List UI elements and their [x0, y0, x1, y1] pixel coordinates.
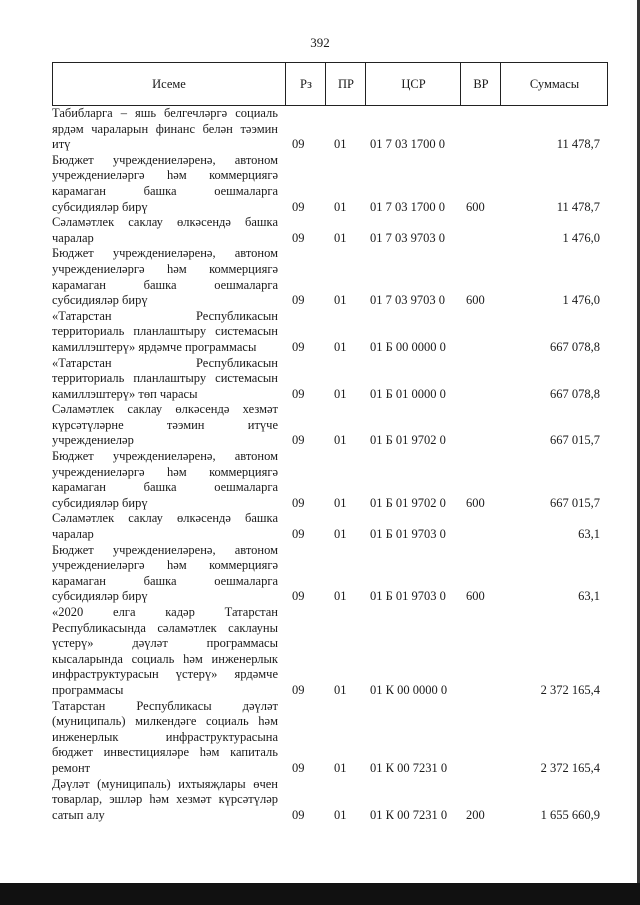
row-pr: 01	[334, 433, 347, 448]
row-name-line: инженерлык инфраструктурасына	[52, 729, 278, 744]
row-name	[52, 246, 278, 308]
row-name-line: Табибларга – яшь белгечләргә социаль	[52, 106, 278, 120]
row-name	[52, 153, 278, 215]
table-row	[52, 777, 608, 824]
row-name	[52, 699, 278, 777]
row-name	[52, 309, 278, 356]
row-name	[52, 106, 278, 153]
row-vr: 600	[466, 495, 485, 510]
row-csr: 01 Б 01 9702 0	[370, 495, 446, 510]
row-name-line: ярдәм чараларын финанс белән тәэмин	[52, 121, 278, 136]
row-sum: 1 476,0	[562, 293, 600, 308]
row-name-line: «Татарстан Республикасын	[52, 355, 278, 370]
row-pr: 01	[334, 386, 347, 401]
row-name-line: карамаган башка оешмаларга	[52, 183, 278, 198]
table-row	[52, 309, 608, 356]
row-csr: 01 Б 01 9703 0	[370, 527, 446, 542]
header-vr: ВР	[460, 63, 501, 105]
row-rz: 09	[292, 230, 305, 245]
row-name-line: Бюджет учреждениеләренә, автоном	[52, 542, 278, 557]
row-name-line: Бюджет учреждениеләренә, автоном	[52, 246, 278, 261]
row-name-line: территориаль планлаштыру системасын	[52, 324, 278, 339]
row-vr: 600	[466, 589, 485, 604]
header-pr: ПР	[325, 63, 366, 105]
row-name-line: Бюджет учреждениеләренә, автоном	[52, 449, 278, 464]
row-name-line: Бюджет учреждениеләренә, автоном	[52, 152, 278, 167]
row-name	[52, 543, 278, 605]
row-sum: 2 372 165,4	[540, 760, 600, 775]
row-sum: 1 476,0	[562, 230, 600, 245]
row-pr: 01	[334, 199, 347, 214]
row-name-line: «Татарстан Республикасын	[52, 308, 278, 323]
row-name-line: бюджет инвестицияләре һәм капиталь	[52, 745, 278, 760]
row-name-line: учреждениеләргә һәм коммерциягә	[52, 261, 278, 276]
row-rz: 09	[292, 527, 305, 542]
row-name-line: чаралар	[52, 230, 94, 245]
row-sum: 11 478,7	[556, 137, 600, 152]
row-name-line: сатып алу	[52, 807, 105, 822]
row-name-line: Республикасында сәламәтлек саклауны	[52, 620, 278, 635]
row-sum: 667 078,8	[550, 339, 600, 354]
row-name	[52, 777, 278, 824]
row-csr: 01 К 00 0000 0	[370, 682, 448, 697]
row-name-line: программасы	[52, 682, 124, 697]
row-csr: 01 7 03 9703 0	[370, 230, 445, 245]
row-name-line: (муниципаль) милкендәге социаль һәм	[52, 714, 278, 729]
row-pr: 01	[334, 230, 347, 245]
table-row	[52, 106, 608, 153]
row-csr: 01 К 00 7231 0	[370, 760, 448, 775]
row-rz: 09	[292, 339, 305, 354]
row-rz: 09	[292, 495, 305, 510]
row-csr: 01 7 03 1700 0	[370, 137, 445, 152]
row-csr: 01 К 00 7231 0	[370, 807, 448, 822]
row-name-line: күрсәтүләрне тәэмин итүче	[52, 417, 278, 432]
row-name-line: үстерү» дәүләт программасы	[52, 636, 278, 651]
header-name: Исеме	[152, 77, 186, 91]
row-csr: 01 Б 00 0000 0	[370, 339, 446, 354]
table-row	[52, 511, 608, 542]
table-row	[52, 356, 608, 403]
row-name-line: камиллэштерү» төп чарасы	[52, 386, 198, 401]
row-name-line: карамаган башка оешмаларга	[52, 480, 278, 495]
row-name-line: учреждениеләргә һәм коммерциягә	[52, 168, 278, 183]
row-sum: 1 655 660,9	[540, 807, 600, 822]
row-name	[52, 402, 278, 449]
table-row	[52, 699, 608, 777]
row-pr: 01	[334, 339, 347, 354]
table-row	[52, 215, 608, 246]
row-pr: 01	[334, 137, 347, 152]
row-vr: 600	[466, 199, 485, 214]
row-name-line: ремонт	[52, 760, 91, 775]
row-name-line: территориаль планлаштыру системасын	[52, 371, 278, 386]
table-row	[52, 153, 608, 215]
row-pr: 01	[334, 495, 347, 510]
row-name	[52, 449, 278, 511]
row-vr: 600	[466, 293, 485, 308]
header-sum: Суммасы	[500, 63, 608, 105]
table-header	[52, 62, 608, 106]
row-pr: 01	[334, 527, 347, 542]
row-name-line: товарлар, эшләр һәм хезмәт күрсәтүләр	[52, 792, 278, 807]
row-rz: 09	[292, 386, 305, 401]
scan-bottom-bar	[0, 883, 640, 905]
row-name	[52, 356, 278, 403]
row-name	[52, 605, 278, 699]
table-body	[52, 106, 608, 823]
page-number: 392	[310, 35, 330, 50]
row-rz: 09	[292, 807, 305, 822]
header-rz: Рз	[285, 63, 326, 105]
row-csr: 01 7 03 1700 0	[370, 199, 445, 214]
row-name-line: Сәламәтлек саклау өлкәсендә башка	[52, 511, 278, 526]
row-name-line: учреждениеләргә һәм коммерциягә	[52, 558, 278, 573]
row-sum: 667 015,7	[550, 495, 600, 510]
row-name	[52, 215, 278, 246]
row-sum: 667 078,8	[550, 386, 600, 401]
row-name-line: Татарстан Республикасы дәүләт	[52, 698, 278, 713]
row-rz: 09	[292, 293, 305, 308]
row-name-line: итү	[52, 137, 71, 152]
row-name-line: Сәламәтлек саклау өлкәсендә хезмәт	[52, 402, 278, 417]
row-sum: 11 478,7	[556, 199, 600, 214]
header-csr: ЦСР	[365, 63, 461, 105]
row-rz: 09	[292, 760, 305, 775]
row-name-line: субсидияләр бирү	[52, 589, 148, 604]
table-row	[52, 605, 608, 699]
table-row	[52, 402, 608, 449]
table-row	[52, 543, 608, 605]
row-pr: 01	[334, 682, 347, 697]
table-row	[52, 246, 608, 308]
row-rz: 09	[292, 433, 305, 448]
row-sum: 63,1	[578, 527, 600, 542]
row-name	[52, 511, 278, 542]
row-csr: 01 Б 01 9703 0	[370, 589, 446, 604]
row-pr: 01	[334, 807, 347, 822]
row-csr: 01 7 03 9703 0	[370, 293, 445, 308]
row-name-line: инфраструктурасын үстерү» ярдәмче	[52, 667, 278, 682]
row-name-line: субсидияләр бирү	[52, 199, 148, 214]
row-pr: 01	[334, 589, 347, 604]
row-sum: 63,1	[578, 589, 600, 604]
row-name-line: чаралар	[52, 527, 94, 542]
row-name-line: субсидияләр бирү	[52, 293, 148, 308]
row-rz: 09	[292, 682, 305, 697]
row-csr: 01 Б 01 9702 0	[370, 433, 446, 448]
row-name-line: учреждениеләргә һәм коммерциягә	[52, 464, 278, 479]
row-csr: 01 Б 01 0000 0	[370, 386, 446, 401]
row-name-line: Дәүләт (муниципаль) ихтыяҗлары өчен	[52, 776, 278, 791]
row-name-line: карамаган башка оешмаларга	[52, 573, 278, 588]
row-pr: 01	[334, 760, 347, 775]
row-vr: 200	[466, 807, 485, 822]
row-rz: 09	[292, 199, 305, 214]
row-rz: 09	[292, 589, 305, 604]
table-row	[52, 449, 608, 511]
row-name-line: камиллэштерү» ярдәмче программасы	[52, 339, 257, 354]
row-name-line: «2020 елга кадәр Татарстан	[52, 605, 278, 619]
row-sum: 667 015,7	[550, 433, 600, 448]
row-name-line: Сәламәтлек саклау өлкәсендә башка	[52, 215, 278, 230]
row-rz: 09	[292, 137, 305, 152]
row-name-line: кысаларында социаль һәм инженерлык	[52, 651, 278, 666]
row-name-line: субсидияләр бирү	[52, 495, 148, 510]
row-name-line: карамаган башка оешмаларга	[52, 277, 278, 292]
row-name-line: учреждениеләр	[52, 433, 134, 448]
row-pr: 01	[334, 293, 347, 308]
row-sum: 2 372 165,4	[540, 682, 600, 697]
